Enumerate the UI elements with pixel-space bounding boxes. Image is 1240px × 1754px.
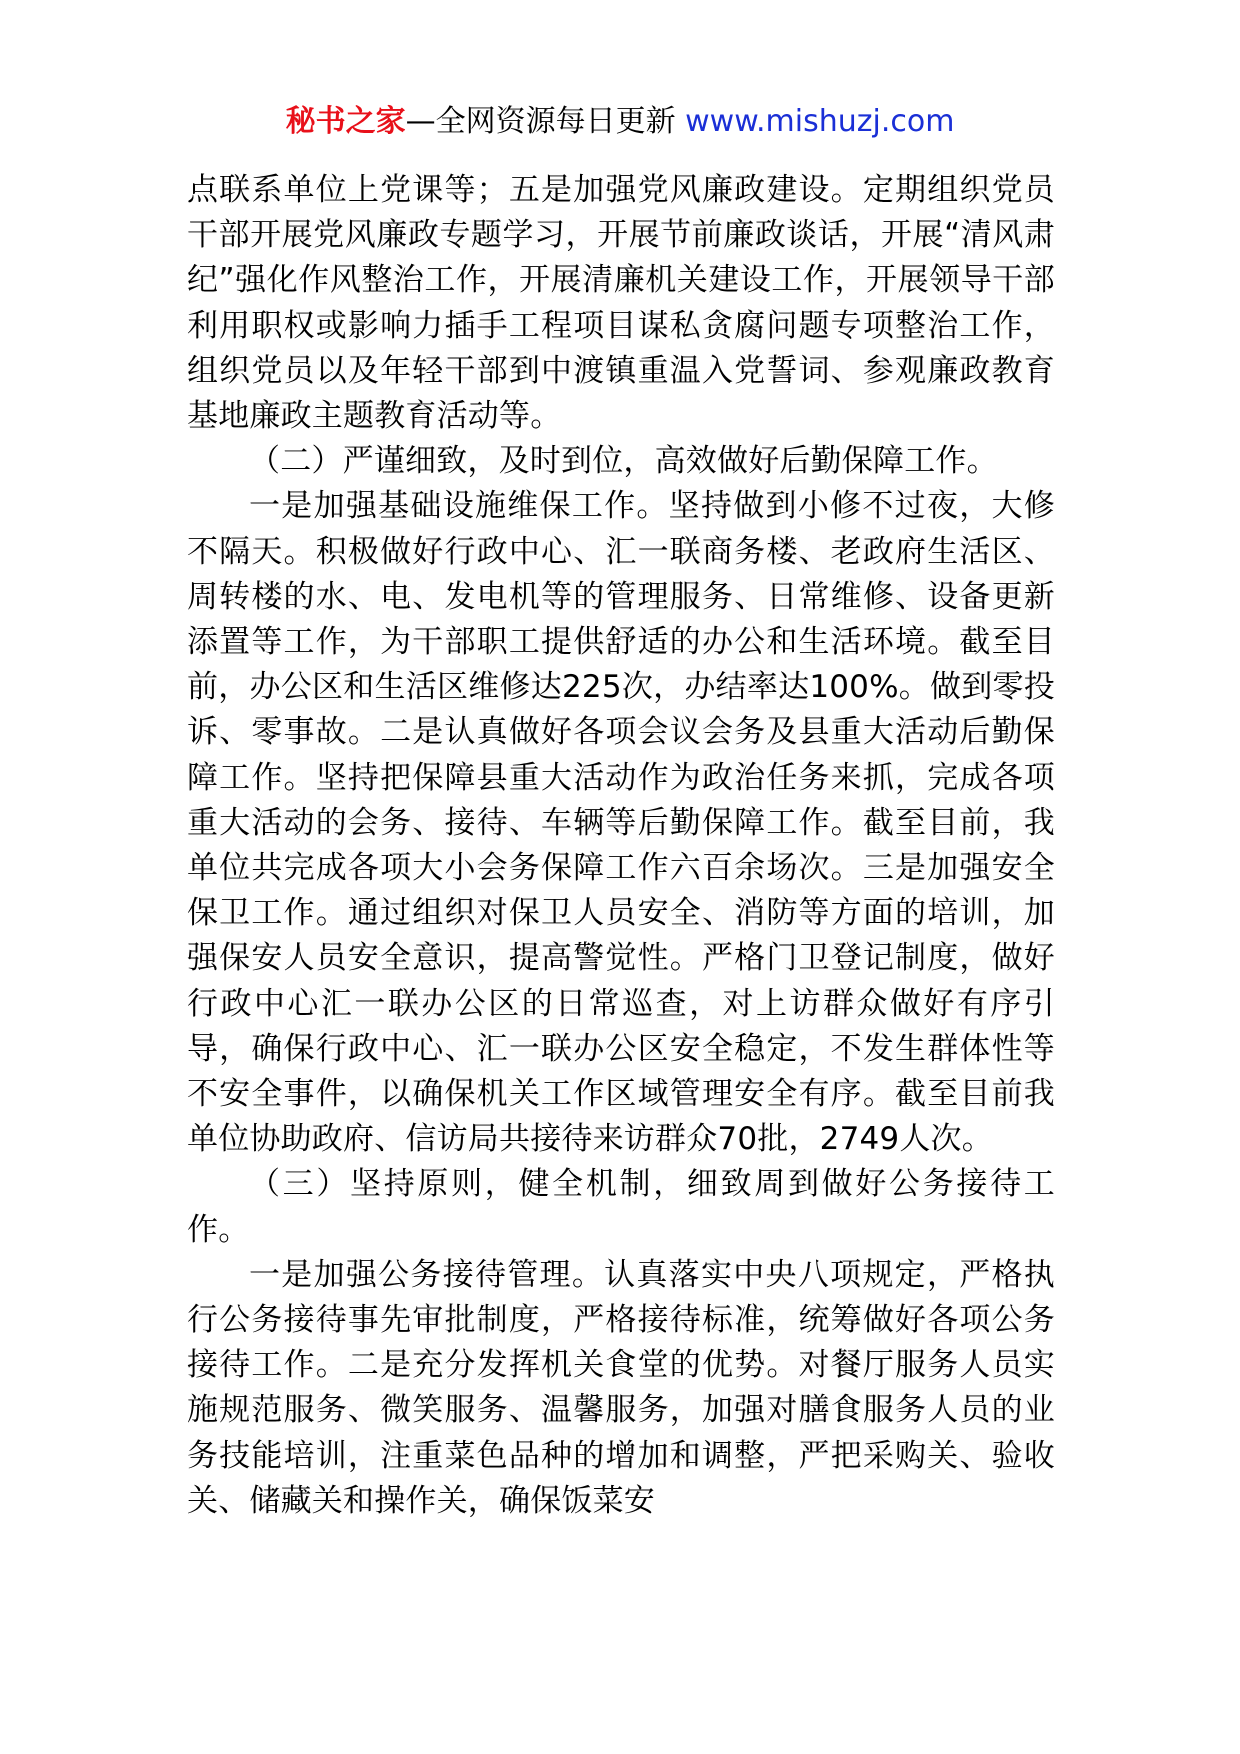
page-header bbox=[0, 100, 1240, 144]
header-tagline: —全网资源每日更新 bbox=[405, 104, 676, 139]
section-heading-3: （三）坚持原则，健全机制，细致周到做好公务接待工作。 bbox=[187, 1166, 1055, 1248]
paragraph-continuation: 点联系单位上党课等；五是加强党风廉政建设。定期组织党员干部开展党风廉政专题学习，开展节前廉政谈话，开展“清风肃纪”强化作风整治工作，开展清廉机关建设工作，开展领导干部利用职权或影响力插手工程项目谋私贪腐问题专项整治工作，组织党员以及年轻干部到中渡镇重温入党誓词、参观廉政教育基地廉政主题教育活动等。 bbox=[187, 172, 1055, 435]
paragraph-reception: 一是加强公务接待管理。认真落实中央八项规定，严格执行公务接待事先审批制度，严格接待标准，统筹做好各项公务接待工作。二是充分发挥机关食堂的优势。对餐厅服务人员实施规范服务、微笑服务、温馨服务，加强对膳食服务人员的业务技能培训，注重菜色品种的增加和调整，严把采购关、验收关、储藏关和操作关，确保饭菜安 bbox=[187, 1256, 1055, 1519]
section-heading-2: （二）严谨细致，及时到位，高效做好后勤保障工作。 bbox=[249, 443, 998, 480]
brand-name: 秘书之家 bbox=[285, 104, 406, 139]
paragraph-logistics: 一是加强基础设施维保工作。坚持做到小修不过夜，大修不隔天。积极做好行政中心、汇一联商务楼、老政府生活区、周转楼的水、电、发电机等的管理服务、日常维修、设备更新添置等工作，为干部职工提供舒适的办公和生活环境。截至目前，办公区和生活区维修达225次，办结率达100%。做到零投诉、零事故。二是认真做好各项会议会务及县重大活动后勤保障工作。坚持把保障县重大活动作为政治任务来抓，完成各项重大活动的会务、接待、车辆等后勤保障工作。截至目前，我单位共完成各项大小会务保障工作六百余场次。三是加强安全保卫工作。通过组织对保卫人员安全、消防等方面的培训，加强保安人员安全意识，提高警觉性。严格门卫登记制度，做好行政中心汇一联办公区的日常巡查，对上访群众做好有序引导，确保行政中心、汇一联办公区安全稳定，不发生群体性等不安全事件，以确保机关工作区域管理安全有序。截至目前我单位协助政府、信访局共接待来访群众70批，2749人次。 bbox=[187, 488, 1055, 1158]
website-url[interactable]: www.mishuzj.com bbox=[685, 104, 955, 139]
document-body bbox=[187, 168, 1055, 1524]
